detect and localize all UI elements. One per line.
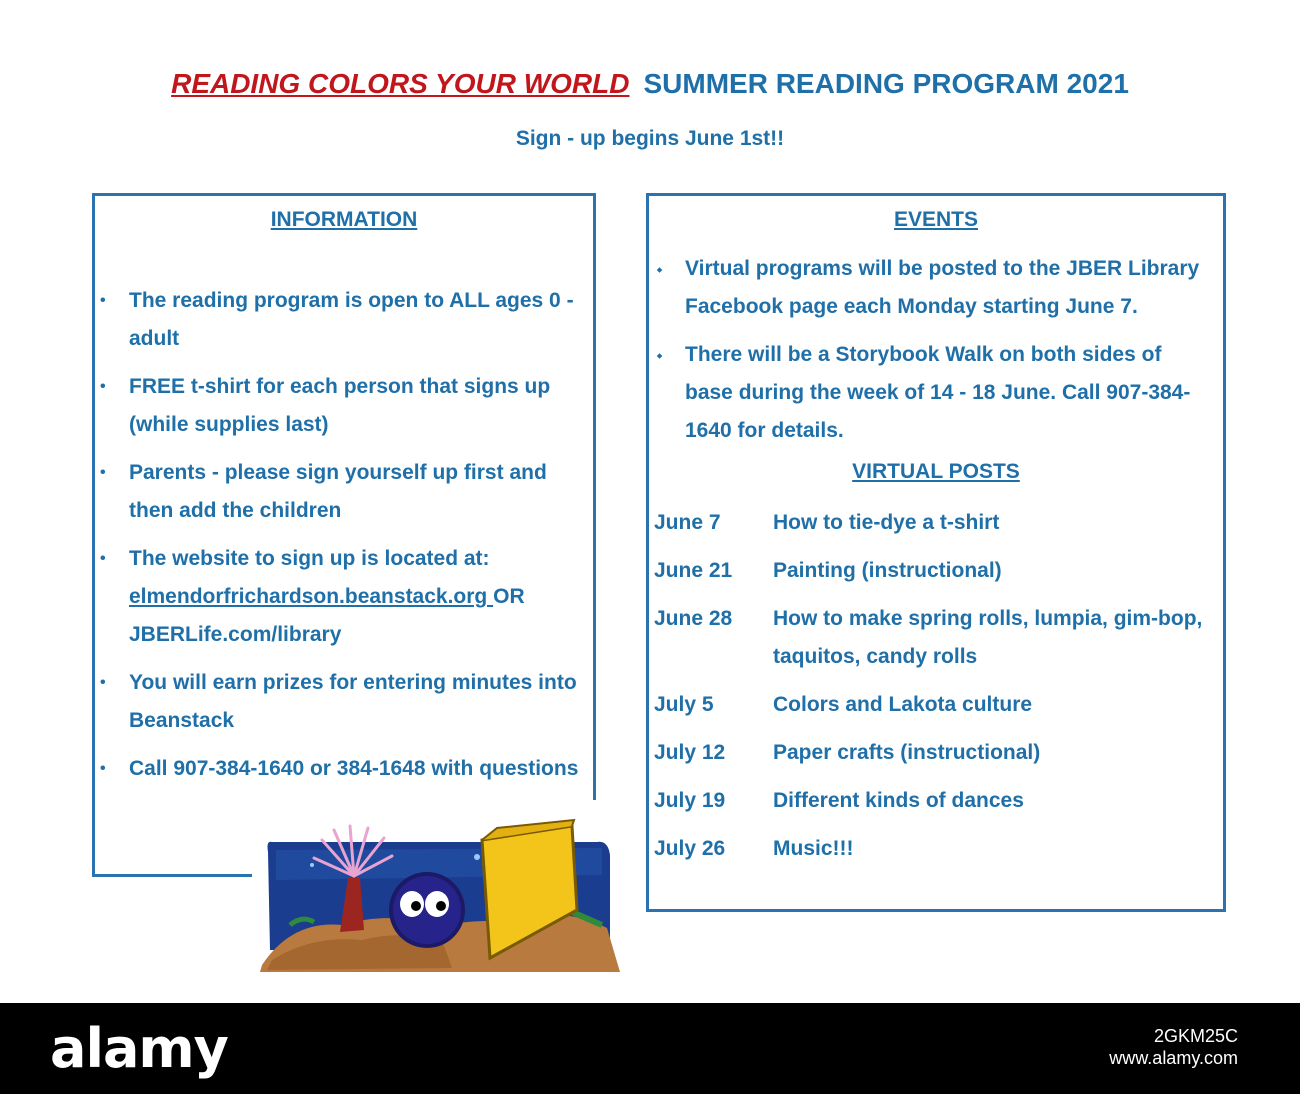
- post-date: June 7: [654, 511, 721, 534]
- website-or: OR: [493, 585, 525, 608]
- website-prefix: The website to sign up is located at:: [129, 547, 490, 570]
- title-row: [0, 68, 1300, 100]
- virtual-posts-list: [649, 504, 1223, 868]
- jberlife-link[interactable]: JBERLife.com/library: [129, 623, 342, 646]
- post-row: [654, 734, 1223, 772]
- post-row: [654, 600, 1223, 676]
- alamy-logo: alamy: [50, 1017, 228, 1080]
- list-item: • Parents - please sign yourself up first and then add the children: [129, 454, 583, 530]
- post-date: July 26: [654, 837, 726, 860]
- information-list: [95, 282, 593, 788]
- post-desc: Colors and Lakota culture: [773, 693, 1033, 716]
- post-row: [654, 504, 1223, 542]
- list-item: • Call 907-384-1640 or 384-1648 with questions: [129, 750, 583, 788]
- list-item: • FREE t-shirt for each person that signs up (while supplies last): [129, 368, 583, 444]
- alamy-url: www.alamy.com: [1109, 1048, 1238, 1068]
- post-desc: Music!!!: [773, 837, 854, 860]
- events-box: [646, 193, 1226, 912]
- post-date: July 19: [654, 789, 726, 812]
- list-item: • You will earn prizes for entering minutes into Beanstack: [129, 664, 583, 740]
- events-heading: EVENTS: [893, 208, 979, 231]
- post-desc: How to make spring rolls, lumpia, gim-bop, taquitos, candy rolls: [773, 607, 1203, 668]
- post-row: [654, 686, 1223, 724]
- footer-bar: [0, 1003, 1300, 1094]
- post-row: [654, 830, 1223, 868]
- list-item: ⬩ There will be a Storybook Walk on both sides of base during the week of 14 - 18 June. Call 907-384-1640 for details.: [685, 336, 1213, 450]
- post-date: June 28: [654, 607, 733, 630]
- post-desc: Paper crafts (instructional): [773, 741, 1041, 764]
- sea-urchin-reading-illustration: [252, 800, 622, 975]
- subtitle: Sign - up begins June 1st!!: [515, 127, 785, 150]
- post-date: July 5: [654, 693, 714, 716]
- title-red: READING COLORS YOUR WORLD: [171, 68, 630, 99]
- beanstack-link[interactable]: elmendorfrichardson.beanstack.org: [129, 585, 494, 608]
- title-blue: SUMMER READING PROGRAM 2021: [643, 68, 1129, 99]
- post-desc: Painting (instructional): [773, 559, 1002, 582]
- post-desc: Different kinds of dances: [773, 789, 1024, 812]
- virtual-posts-heading: VIRTUAL POSTS: [852, 460, 1020, 483]
- list-item-website: [129, 540, 583, 654]
- footer-image-code: [1109, 1025, 1238, 1069]
- post-row: [654, 782, 1223, 820]
- list-item: ⬩ Virtual programs will be posted to the JBER Library Facebook page each Monday starting June 7.: [685, 250, 1213, 326]
- events-list: [649, 250, 1223, 450]
- list-item: • The reading program is open to ALL ages 0 - adult: [129, 282, 583, 358]
- information-heading: INFORMATION: [270, 208, 418, 231]
- post-row: [654, 552, 1223, 590]
- post-date: June 21: [654, 559, 733, 582]
- post-date: July 12: [654, 741, 726, 764]
- post-desc: How to tie-dye a t-shirt: [773, 511, 1000, 534]
- information-box: [92, 193, 596, 877]
- image-code: 2GKM25C: [1153, 1026, 1238, 1046]
